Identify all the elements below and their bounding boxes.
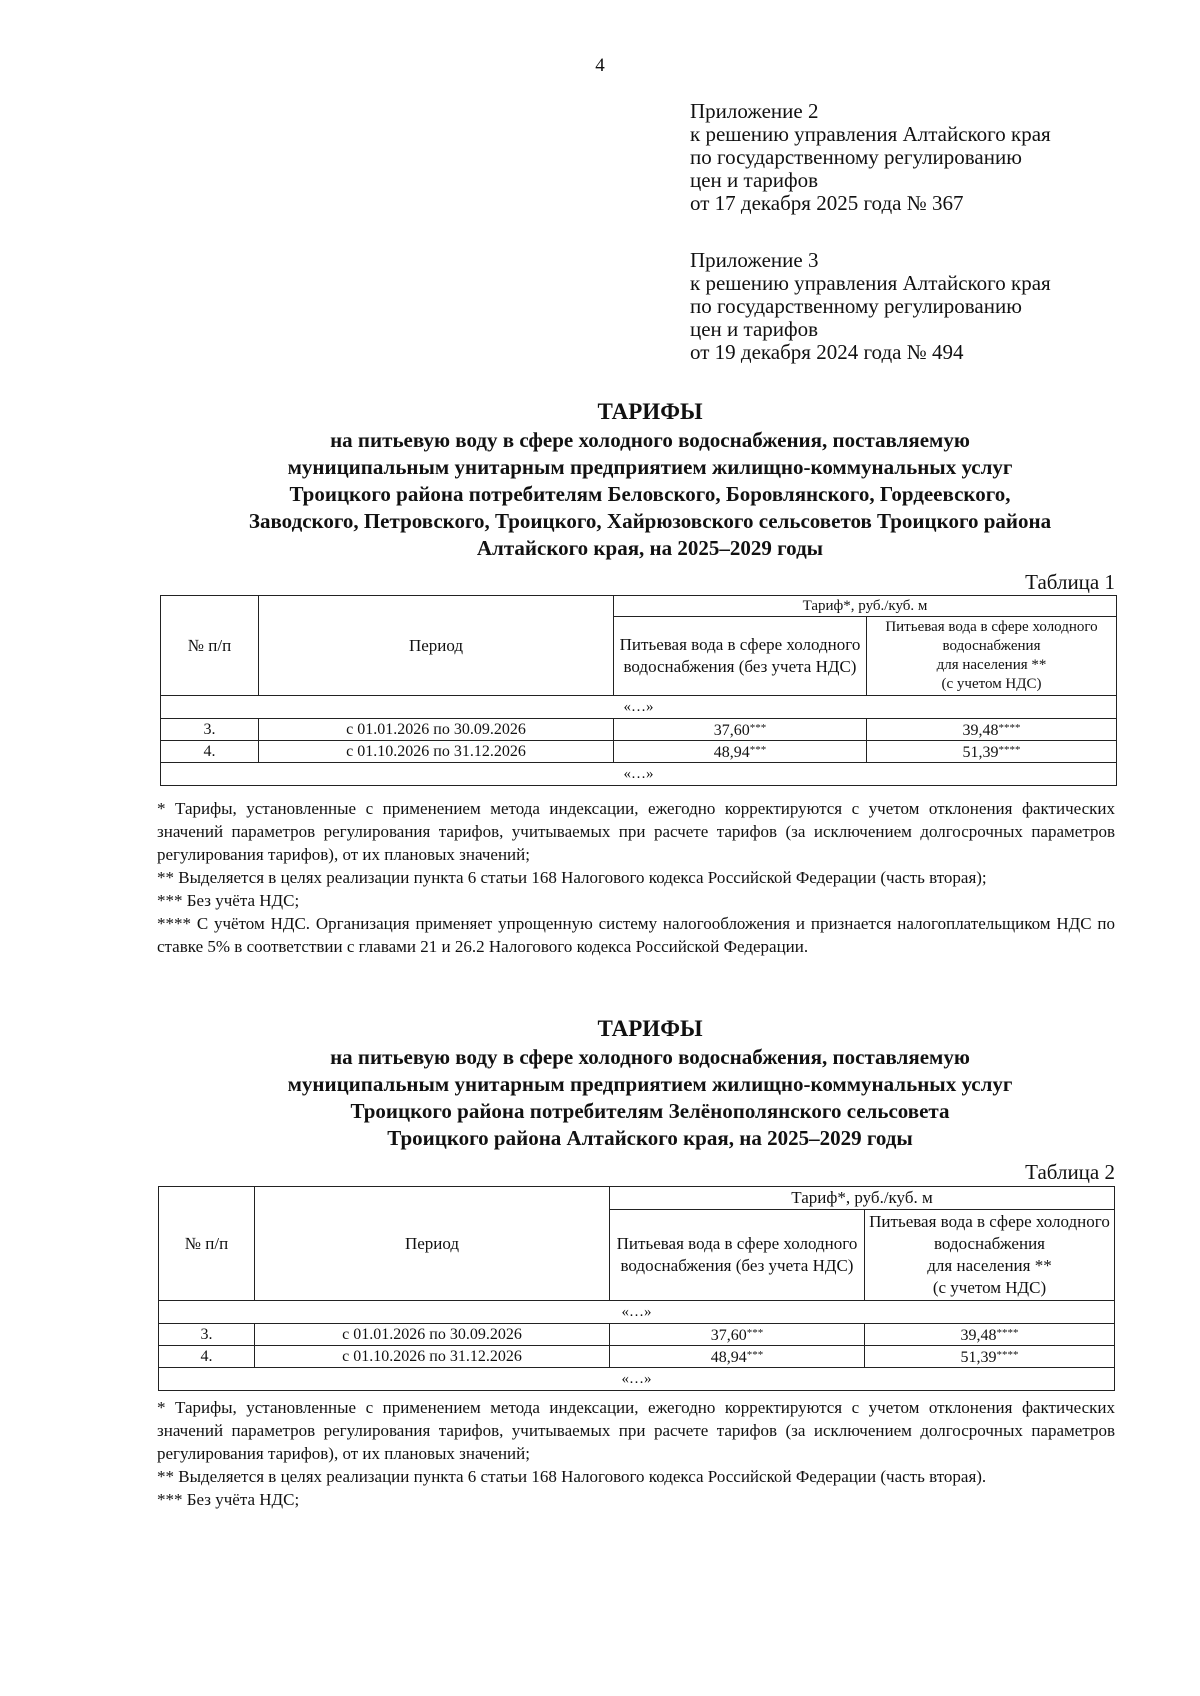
table-ellipsis-row: «…» bbox=[161, 696, 1117, 719]
section-1-title bbox=[150, 397, 1150, 562]
title-line: Алтайского края, на 2025–2029 годы bbox=[476, 536, 824, 560]
footnote: * Тарифы, установленные с применением метода индексации, ежегодно корректируются с учетом отклонения фактических значений параметров регулирования тарифов, учитываемых при расчете тарифов (за исключением долгосрочных параметров регулирования тарифов), от их плановых значений; bbox=[157, 799, 1115, 864]
header-line: (с учетом НДС) bbox=[932, 1278, 1047, 1297]
table-row bbox=[161, 741, 1117, 763]
cell-tariff-population bbox=[867, 741, 1117, 763]
value: 48,94 bbox=[713, 744, 750, 761]
table-1-caption: Таблица 1 bbox=[1025, 570, 1115, 594]
tariff-table-1 bbox=[160, 595, 1117, 786]
header-line: (с учетом НДС) bbox=[941, 676, 1042, 692]
table-2-caption: Таблица 2 bbox=[1025, 1160, 1115, 1184]
appendix-line: к решению управления Алтайского края bbox=[690, 122, 1051, 146]
appendix-line: от 17 декабря 2025 года № 367 bbox=[690, 191, 964, 215]
title-line: Троицкого района потребителям Беловского, Боровлянского, Гордеевского, bbox=[289, 482, 1011, 506]
col-header-water-population bbox=[867, 617, 1117, 696]
col-header-tariff: Тариф*, руб./куб. м bbox=[614, 596, 1117, 617]
col-header-period: Период bbox=[255, 1187, 610, 1301]
table-ellipsis-row: «…» bbox=[161, 763, 1117, 786]
value: 37,60 bbox=[710, 1327, 747, 1344]
appendix-line: цен и тарифов bbox=[690, 317, 819, 341]
cell-tariff-no-vat bbox=[610, 1346, 865, 1368]
cell-num: 3. bbox=[161, 719, 259, 741]
header-line: Питьевая вода в сфере холодного водоснабжения bbox=[885, 619, 1098, 654]
col-header-water-population bbox=[865, 1210, 1115, 1301]
cell-tariff-no-vat bbox=[610, 1324, 865, 1346]
footnote-mark: **** bbox=[996, 1327, 1019, 1339]
col-header-num: № п/п bbox=[159, 1187, 255, 1301]
footnote-mark: *** bbox=[749, 722, 767, 734]
cell-num: 4. bbox=[159, 1346, 255, 1368]
col-header-water-no-vat: Питьевая вода в сфере холодного водоснабжения (без учета НДС) bbox=[614, 617, 867, 696]
cell-num: 4. bbox=[161, 741, 259, 763]
cell-period: с 01.10.2026 по 31.12.2026 bbox=[255, 1346, 610, 1368]
col-header-period: Период bbox=[259, 596, 614, 696]
appendix-block-1 bbox=[690, 100, 1051, 215]
title-line: на питьевую воду в сфере холодного водоснабжения, поставляемую bbox=[330, 1045, 970, 1069]
header-line: для населения ** bbox=[927, 1256, 1052, 1275]
footnote: *** Без учёта НДС; bbox=[157, 1490, 300, 1509]
footnote-mark: *** bbox=[746, 1349, 764, 1361]
appendix-line: от 19 декабря 2024 года № 494 bbox=[690, 340, 964, 364]
table-row bbox=[159, 1346, 1115, 1368]
header-line: Питьевая вода в сфере холодного водоснабжения bbox=[869, 1212, 1110, 1253]
cell-tariff-no-vat bbox=[614, 741, 867, 763]
footnote-mark: **** bbox=[998, 722, 1021, 734]
section-2-title bbox=[150, 1014, 1150, 1152]
footnote: *** Без учёта НДС; bbox=[157, 891, 300, 910]
footnote-mark: *** bbox=[746, 1327, 764, 1339]
appendix-line: Приложение 3 bbox=[690, 248, 819, 272]
cell-tariff-population bbox=[865, 1346, 1115, 1368]
col-header-water-no-vat: Питьевая вода в сфере холодного водоснабжения (без учета НДС) bbox=[610, 1210, 865, 1301]
title-line: Троицкого района Алтайского края, на 2025–2029 годы bbox=[387, 1126, 913, 1150]
value: 37,60 bbox=[713, 722, 750, 739]
footnotes-2 bbox=[157, 1396, 1115, 1511]
tariff-table-2 bbox=[158, 1186, 1115, 1391]
cell-num: 3. bbox=[159, 1324, 255, 1346]
cell-tariff-population bbox=[865, 1324, 1115, 1346]
appendix-block-2 bbox=[690, 249, 1051, 364]
title-line: муниципальным унитарным предприятием жилищно-коммунальных услуг bbox=[287, 455, 1013, 479]
col-header-tariff: Тариф*, руб./куб. м bbox=[610, 1187, 1115, 1210]
value: 51,39 bbox=[962, 744, 999, 761]
value: 39,48 bbox=[960, 1327, 997, 1344]
table-row bbox=[159, 1324, 1115, 1346]
title-line: на питьевую воду в сфере холодного водоснабжения, поставляемую bbox=[330, 428, 970, 452]
title-line: Заводского, Петровского, Троицкого, Хайрюзовского сельсоветов Троицкого района bbox=[248, 509, 1052, 533]
footnote-mark: **** bbox=[996, 1349, 1019, 1361]
footnote: **** С учётом НДС. Организация применяет упрощенную систему налогообложения и признается налогоплательщиком НДС по ставке 5% в соответствии с главами 21 и 26.2 Налогового кодекса Российской Федерации. bbox=[157, 914, 1115, 956]
table-row bbox=[161, 719, 1117, 741]
footnote: ** Выделяется в целях реализации пункта 6 статьи 168 Налогового кодекса Российской Федерации (часть вторая). bbox=[157, 1467, 987, 1486]
value: 39,48 bbox=[962, 722, 999, 739]
footnote-mark: *** bbox=[749, 744, 767, 756]
appendix-line: по государственному регулированию bbox=[690, 145, 1022, 169]
col-header-num: № п/п bbox=[161, 596, 259, 696]
appendix-line: по государственному регулированию bbox=[690, 294, 1022, 318]
appendix-line: Приложение 2 bbox=[690, 99, 819, 123]
header-line: для населения ** bbox=[936, 657, 1047, 673]
cell-tariff-population bbox=[867, 719, 1117, 741]
title-heading: ТАРИФЫ bbox=[597, 1016, 703, 1041]
title-line: муниципальным унитарным предприятием жилищно-коммунальных услуг bbox=[287, 1072, 1013, 1096]
table-ellipsis-row: «…» bbox=[159, 1301, 1115, 1324]
cell-period: с 01.01.2026 по 30.09.2026 bbox=[259, 719, 614, 741]
cell-period: с 01.01.2026 по 30.09.2026 bbox=[255, 1324, 610, 1346]
title-heading: ТАРИФЫ bbox=[597, 399, 703, 424]
footnote-mark: **** bbox=[998, 744, 1021, 756]
value: 48,94 bbox=[710, 1349, 747, 1366]
appendix-line: к решению управления Алтайского края bbox=[690, 271, 1051, 295]
table-ellipsis-row: «…» bbox=[159, 1368, 1115, 1391]
footnote: ** Выделяется в целях реализации пункта 6 статьи 168 Налогового кодекса Российской Федерации (часть вторая); bbox=[157, 868, 987, 887]
value: 51,39 bbox=[960, 1349, 997, 1366]
cell-period: с 01.10.2026 по 31.12.2026 bbox=[259, 741, 614, 763]
appendix-line: цен и тарифов bbox=[690, 168, 819, 192]
footnotes-1 bbox=[157, 797, 1115, 958]
footnote: * Тарифы, установленные с применением метода индексации, ежегодно корректируются с учетом отклонения фактических значений параметров регулирования тарифов, учитываемых при расчете тарифов (за исключением долгосрочных параметров регулирования тарифов), от их плановых значений; bbox=[157, 1398, 1115, 1463]
cell-tariff-no-vat bbox=[614, 719, 867, 741]
title-line: Троицкого района потребителям Зелёнополянского сельсовета bbox=[350, 1099, 950, 1123]
page-number: 4 bbox=[595, 55, 605, 76]
